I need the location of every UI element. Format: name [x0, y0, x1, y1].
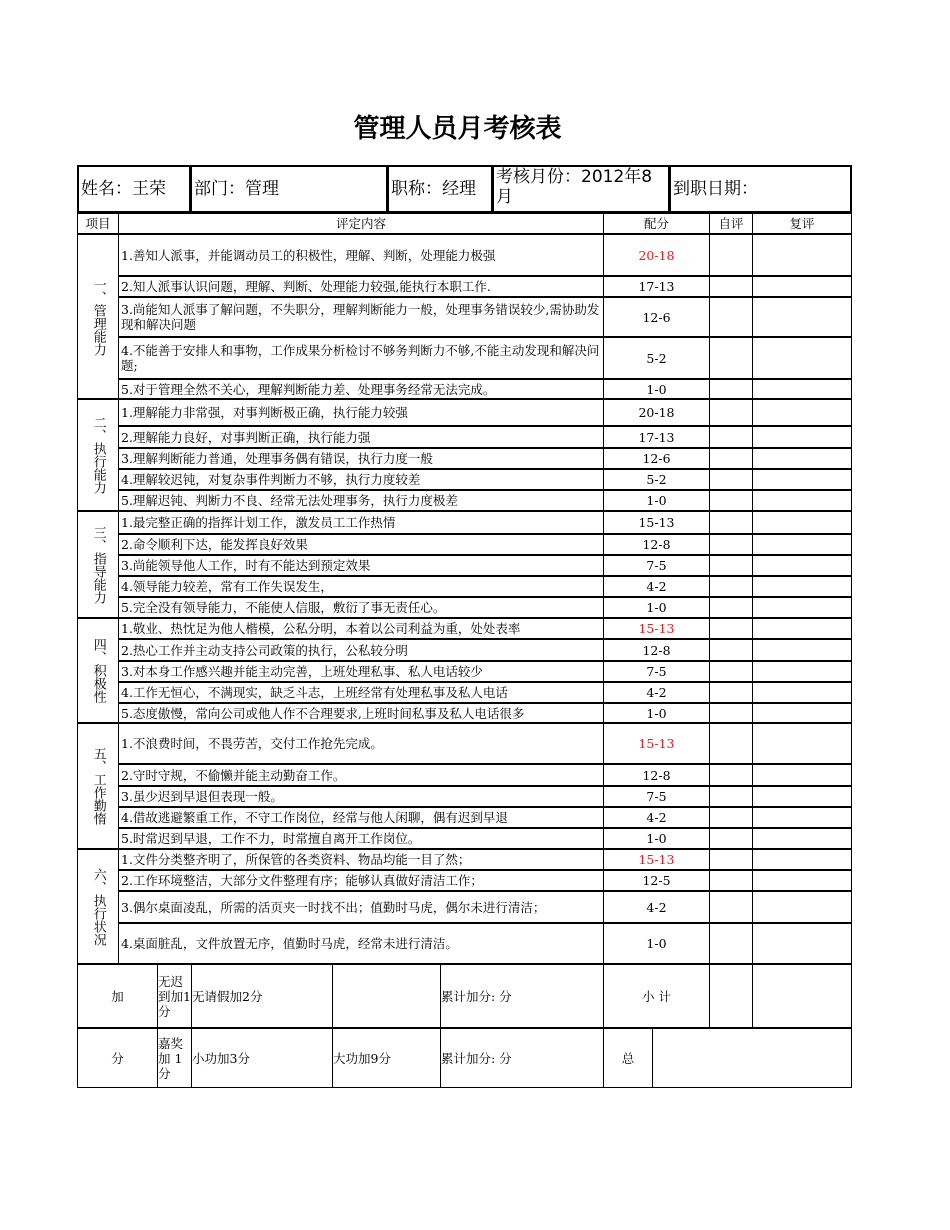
section-label-text: 五、工作勤惰	[90, 747, 106, 825]
bonus-label-text: 加	[111, 988, 124, 1004]
score-range	[603, 870, 710, 891]
criteria-text	[118, 661, 604, 682]
self-score-input[interactable]	[709, 786, 753, 807]
score-range	[603, 276, 710, 297]
score-range	[603, 639, 710, 661]
criteria-text-text: 4.理解较迟钝，对复杂事件判断力不够，执行力度较差	[121, 472, 421, 487]
criteria-text-text: 4.不能善于安排人和事物，工作成果分析检讨不够务判断力不够,不能主动发现和解决问题;	[121, 343, 600, 373]
score-range-text: 1-0	[646, 831, 667, 846]
criteria-text-text: 3.理解判断能力普通，处理事务偶有错误，执行力度一般	[121, 451, 433, 466]
bonus-total-text: 累计加分: 分	[441, 1050, 512, 1066]
review-score-input[interactable]	[752, 297, 852, 337]
subtotal-label-text: 小 计	[642, 988, 671, 1004]
criteria-text-text: 5.对于管理全然不关心，理解判断能力差、处理事务经常无法完成。	[121, 381, 496, 397]
criteria-text-text: 5.理解迟钝、判断力不良、经常无法处理事务，执行力度极差	[121, 493, 458, 508]
self-score-input[interactable]	[709, 469, 753, 490]
start-date-field-text: 到职日期：	[673, 178, 758, 199]
review-score-input[interactable]	[752, 807, 852, 828]
position-field[interactable]	[387, 165, 493, 213]
department-field-text: 部门：管理	[194, 178, 279, 199]
self-score-input[interactable]	[709, 555, 753, 576]
self-score-input[interactable]	[709, 870, 753, 891]
score-range	[603, 576, 710, 597]
criteria-text-text: 3.虽少迟到早退但表现一般。	[121, 789, 283, 804]
col-review-text: 复评	[789, 216, 815, 231]
score-range	[603, 723, 710, 764]
criteria-text	[118, 337, 604, 379]
bonus-type-text: 嘉奖加 1分	[158, 1035, 184, 1081]
score-range-text: 20-18	[638, 247, 675, 263]
bonus-item-text: 无请假加2分	[192, 988, 263, 1004]
col-item-text: 项目	[85, 216, 111, 231]
self-score-input[interactable]	[709, 426, 753, 448]
self-score-input[interactable]	[709, 639, 753, 661]
score-range	[603, 448, 710, 469]
score-range-text: 12-8	[642, 537, 671, 552]
review-score-input[interactable]	[752, 534, 852, 555]
col-score-text: 配分	[643, 216, 669, 231]
section-label	[77, 399, 119, 511]
score-range	[603, 469, 710, 490]
score-range-text: 15-13	[638, 515, 675, 530]
self-score-input[interactable]	[709, 923, 753, 964]
score-range-text: 17-13	[638, 279, 675, 294]
review-score-input[interactable]	[752, 399, 852, 426]
criteria-text-text: 4.桌面脏乱，文件放置无序，值勤时马虎，经常未进行清洁。	[121, 936, 458, 951]
self-score-input[interactable]	[709, 448, 753, 469]
score-range	[603, 555, 710, 576]
criteria-text	[118, 639, 604, 661]
review-score-input[interactable]	[752, 891, 852, 923]
col-self	[709, 213, 753, 234]
section-label	[77, 234, 119, 399]
criteria-text	[118, 597, 604, 618]
self-score-input[interactable]	[709, 276, 753, 297]
self-score-input[interactable]	[709, 828, 753, 849]
score-range	[603, 399, 710, 426]
review-score-input[interactable]	[752, 828, 852, 849]
score-range	[603, 828, 710, 849]
score-range-text: 12-6	[642, 309, 671, 325]
score-range-text: 1-0	[646, 381, 667, 397]
bonus-total-text: 累计加分: 分	[441, 988, 512, 1004]
section-label	[77, 511, 119, 618]
criteria-text	[118, 534, 604, 555]
review-score-input[interactable]	[752, 511, 852, 534]
criteria-text	[118, 618, 604, 639]
self-score-input[interactable]	[709, 723, 753, 764]
score-range-text: 12-8	[642, 642, 671, 658]
score-range	[603, 703, 710, 723]
criteria-text-text: 1.文件分类整齐明了，所保管的各类资料、物品均能一目了然；	[121, 852, 471, 867]
score-range-text: 1-0	[646, 705, 667, 721]
score-range	[603, 764, 710, 786]
criteria-text-text: 2.命令顺利下达，能发挥良好效果	[121, 537, 308, 552]
criteria-text	[118, 786, 604, 807]
page-title: 管理人员月考核表	[353, 114, 562, 144]
review-score-input[interactable]	[752, 276, 852, 297]
review-score-input[interactable]	[752, 849, 852, 870]
review-score-input[interactable]	[752, 448, 852, 469]
criteria-text-text: 5.时常迟到早退，工作不力，时常擅自离开工作岗位。	[121, 831, 421, 846]
bonus-label	[77, 964, 158, 1028]
col-review	[752, 213, 852, 234]
self-score-input[interactable]	[709, 576, 753, 597]
criteria-text	[118, 891, 604, 923]
review-score-input[interactable]	[752, 764, 852, 786]
criteria-text-text: 3.尚能知人派事了解问题，不失职分，理解判断能力一般，处理事务错误较少,需协助发现和解决问题	[121, 302, 600, 332]
score-range	[603, 297, 710, 337]
criteria-text	[118, 764, 604, 786]
criteria-text-text: 4.工作无恒心，不满现实，缺乏斗志，上班经常有处理私事及私人电话	[121, 685, 508, 700]
score-range-text: 20-18	[638, 405, 675, 420]
bonus-item	[191, 1028, 333, 1088]
self-score-input[interactable]	[709, 849, 753, 870]
self-score-input[interactable]	[709, 534, 753, 555]
criteria-text-text: 3.对本身工作感兴趣并能主动完善，上班处理私事、私人电话较少	[121, 664, 483, 679]
score-range-text: 5-2	[646, 350, 667, 366]
review-score-input[interactable]	[752, 426, 852, 448]
subtotal-label	[603, 964, 710, 1028]
criteria-text-text: 3.偶尔桌面凌乱，所需的活页夹一时找不出；值勤时马虎，偶尔未进行清洁；	[121, 899, 546, 915]
section-label-text: 三、指导能力	[90, 525, 106, 604]
criteria-text-text: 1.理解能力非常强，对事判断极正确，执行能力较强	[121, 405, 408, 420]
review-score-input[interactable]	[752, 639, 852, 661]
criteria-text-text: 1.最完整正确的指挥计划工作，激发员工工作热情	[121, 515, 396, 530]
criteria-text	[118, 469, 604, 490]
criteria-text-text: 2.理解能力良好，对事判断正确，执行能力强	[121, 429, 371, 445]
criteria-text-text: 1.不浪费时间，不畏劳苦，交付工作抢先完成。	[121, 736, 383, 751]
criteria-text-text: 5.态度傲慢，常向公司或他人作不合理要求,上班时间私事及私人电话很多	[121, 705, 525, 721]
score-range	[603, 786, 710, 807]
criteria-text	[118, 682, 604, 703]
department-field[interactable]	[190, 165, 388, 213]
score-range-text: 15-13	[638, 621, 675, 636]
review-score-input[interactable]	[752, 923, 852, 964]
score-range-text: 7-5	[646, 558, 667, 573]
self-score-input[interactable]	[709, 597, 753, 618]
score-range-text: 1-0	[646, 493, 667, 508]
bonus-item[interactable]	[332, 964, 441, 1028]
criteria-text-text: 2.工作环境整洁，大部分文件整理有序；能够认真做好清洁工作；	[121, 873, 483, 888]
section-label-text: 四、积极性	[90, 638, 106, 703]
criteria-text-text: 2.知人派事认识问题，理解、判断、处理能力较强,能执行本职工作.	[121, 279, 491, 294]
score-range	[603, 511, 710, 534]
col-self-text: 自评	[718, 216, 744, 231]
self-score-input[interactable]	[709, 764, 753, 786]
criteria-text	[118, 849, 604, 870]
section-label	[77, 618, 119, 723]
review-score-input[interactable]	[752, 555, 852, 576]
score-range-text: 1-0	[646, 936, 667, 951]
section-label-text: 一、管理能力	[90, 277, 106, 356]
review-score-input[interactable]	[752, 786, 852, 807]
subtotal-self-input[interactable]	[709, 964, 753, 1028]
criteria-text	[118, 723, 604, 764]
criteria-text	[118, 870, 604, 891]
review-score-input[interactable]	[752, 597, 852, 618]
score-range	[603, 426, 710, 448]
self-score-input[interactable]	[709, 618, 753, 639]
criteria-text-text: 1.敬业、热忱足为他人楷模，公私分明，本着以公司利益为重，处处表率	[121, 621, 521, 636]
score-range	[603, 379, 710, 399]
self-score-input[interactable]	[709, 661, 753, 682]
criteria-text	[118, 234, 604, 276]
score-range	[603, 849, 710, 870]
score-range-text: 4-2	[646, 685, 667, 700]
bonus-label	[77, 1028, 158, 1088]
bonus-type	[157, 1028, 192, 1088]
review-score-input[interactable]	[752, 618, 852, 639]
review-score-input[interactable]	[752, 337, 852, 379]
criteria-text-text: 1.善知人派事，并能调动员工的积极性，理解、判断，处理能力极强	[121, 247, 496, 263]
position-field-text: 职称：经理	[391, 178, 476, 199]
criteria-text	[118, 490, 604, 511]
review-score-input[interactable]	[752, 870, 852, 891]
criteria-text	[118, 807, 604, 828]
grand-total-label-text: 总	[621, 1050, 635, 1066]
bonus-label-text: 分	[111, 1050, 124, 1066]
month-field[interactable]	[492, 165, 670, 213]
score-range	[603, 807, 710, 828]
criteria-text-text: 4.领导能力较差，常有工作失误发生，	[121, 579, 333, 594]
bonus-total[interactable]	[440, 1028, 604, 1088]
score-range	[603, 534, 710, 555]
score-range-text: 15-13	[638, 852, 675, 867]
score-range	[603, 597, 710, 618]
self-score-input[interactable]	[709, 511, 753, 534]
month-field-text: 考核月份：2012年8月	[496, 167, 653, 208]
self-score-input[interactable]	[709, 682, 753, 703]
score-range-text: 12-6	[642, 451, 671, 466]
criteria-text-text: 2.热心工作并主动支持公司政策的执行，公私较分明	[121, 642, 408, 658]
criteria-text	[118, 297, 604, 337]
section-label-text: 二、执行能力	[90, 416, 106, 494]
criteria-text	[118, 276, 604, 297]
score-range	[603, 618, 710, 639]
score-range	[603, 923, 710, 964]
score-range	[603, 234, 710, 276]
review-score-input[interactable]	[752, 576, 852, 597]
bonus-total[interactable]	[440, 964, 604, 1028]
score-range-text: 7-5	[646, 789, 667, 804]
score-range	[603, 490, 710, 511]
criteria-text	[118, 448, 604, 469]
criteria-text-text: 3.尚能领导他人工作，时有不能达到预定效果	[121, 558, 371, 573]
criteria-text	[118, 555, 604, 576]
criteria-text	[118, 399, 604, 426]
grand-total-input[interactable]	[652, 1028, 852, 1088]
bonus-item	[332, 1028, 441, 1088]
score-range-text: 4-2	[646, 899, 667, 915]
score-range	[603, 891, 710, 923]
self-score-input[interactable]	[709, 379, 753, 399]
criteria-text-text: 4.借故逃避繁重工作，不守工作岗位，经常与他人闲聊，偶有迟到早退	[121, 810, 508, 825]
self-score-input[interactable]	[709, 399, 753, 426]
review-score-input[interactable]	[752, 703, 852, 723]
review-score-input[interactable]	[752, 661, 852, 682]
self-score-input[interactable]	[709, 337, 753, 379]
criteria-text	[118, 828, 604, 849]
self-score-input[interactable]	[709, 490, 753, 511]
criteria-text	[118, 379, 604, 399]
col-score	[603, 213, 710, 234]
bonus-type-text: 无迟到加1分	[158, 973, 191, 1019]
score-range-text: 7-5	[646, 664, 667, 679]
bonus-item	[191, 964, 333, 1028]
review-score-input[interactable]	[752, 379, 852, 399]
start-date-field[interactable]	[669, 165, 852, 213]
score-range	[603, 337, 710, 379]
col-item	[77, 213, 119, 234]
col-content	[118, 213, 604, 234]
criteria-text	[118, 576, 604, 597]
self-score-input[interactable]	[709, 234, 753, 276]
name-field[interactable]	[77, 165, 191, 213]
section-label	[77, 723, 119, 849]
score-range-text: 12-8	[642, 767, 671, 783]
score-range-text: 4-2	[646, 810, 667, 825]
review-score-input[interactable]	[752, 469, 852, 490]
grand-total-label	[603, 1028, 653, 1088]
bonus-item-text: 大功加9分	[333, 1050, 391, 1066]
score-range-text: 12-5	[642, 873, 671, 888]
score-range-text: 1-0	[646, 600, 667, 615]
score-range-text: 17-13	[638, 429, 675, 445]
review-score-input[interactable]	[752, 723, 852, 764]
score-range-text: 5-2	[646, 472, 667, 487]
score-range	[603, 682, 710, 703]
section-label	[77, 849, 119, 964]
self-score-input[interactable]	[709, 703, 753, 723]
section-label-text: 六、执行状况	[90, 867, 106, 946]
subtotal-review-input[interactable]	[752, 964, 852, 1028]
score-range-text: 15-13	[638, 736, 675, 751]
self-score-input[interactable]	[709, 891, 753, 923]
criteria-text-text: 2.守时守规，不偷懒并能主动勤奋工作。	[121, 767, 346, 783]
criteria-text	[118, 426, 604, 448]
score-range-text: 4-2	[646, 579, 667, 594]
criteria-text	[118, 923, 604, 964]
review-score-input[interactable]	[752, 490, 852, 511]
review-score-input[interactable]	[752, 234, 852, 276]
name-field-text: 姓名：王荣	[81, 178, 166, 199]
review-score-input[interactable]	[752, 682, 852, 703]
col-content-text: 评定内容	[335, 216, 386, 231]
criteria-text	[118, 511, 604, 534]
self-score-input[interactable]	[709, 297, 753, 337]
criteria-text-text: 5.完全没有领导能力，不能使人信服，敷衍了事无责任心。	[121, 600, 446, 615]
bonus-item-text: 小功加3分	[192, 1050, 250, 1066]
bonus-type	[157, 964, 192, 1028]
score-range	[603, 661, 710, 682]
self-score-input[interactable]	[709, 807, 753, 828]
criteria-text	[118, 703, 604, 723]
